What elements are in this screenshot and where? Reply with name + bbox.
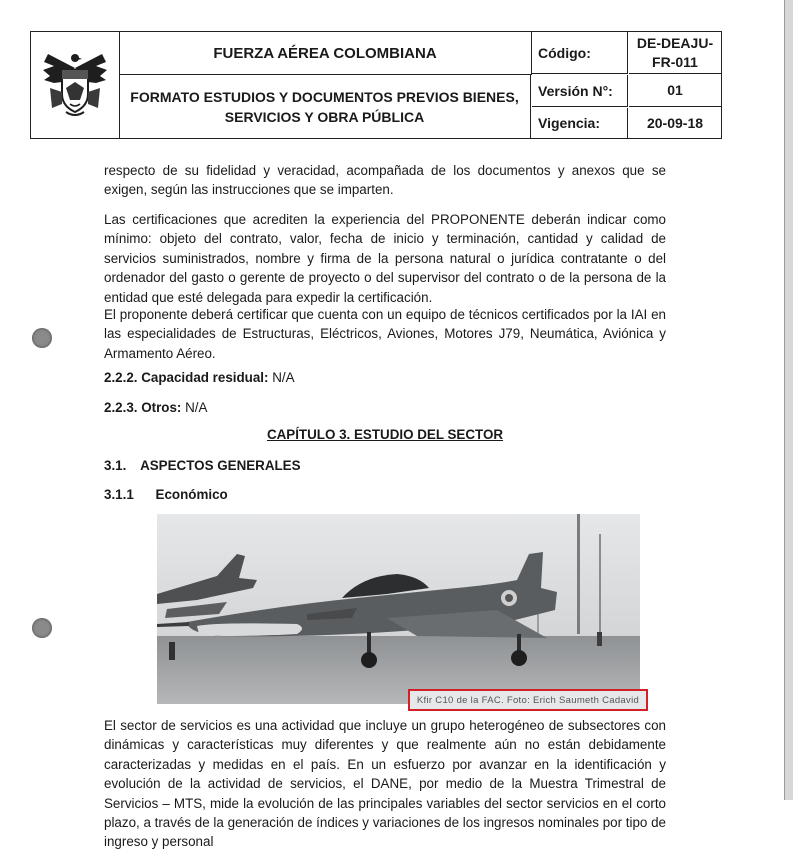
section-3-1-1-number: 3.1.1 [104,487,134,502]
version-value: 01 [629,75,721,107]
section-3-1-number: 3.1. [104,458,127,473]
page-edge [785,0,793,800]
form-title: FORMATO ESTUDIOS Y DOCUMENTOS PREVIOS BIENES, SERVICIOS Y OBRA PÚBLICA [119,75,531,138]
section-2-2-2-value: N/A [272,370,295,385]
photo-caption-box [408,689,648,711]
validity-value: 20-09-18 [646,114,704,131]
punch-hole-bottom [32,618,52,638]
version-label: Versión N°: [532,75,628,107]
photo-caption: Kfir C10 de la FAC. Foto: Erich Saumeth Cadavid [416,694,640,706]
section-2-2-3 [104,400,207,415]
section-2-2-3-value: N/A [185,400,208,415]
paragraph-technicians [104,305,666,363]
section-3-1 [104,458,301,473]
paragraph-services-sector [104,716,666,852]
section-2-2-2-label: 2.2.2. Capacidad residual: [104,370,269,385]
paragraph-text: El proponente deberá certificar que cuenta con un equipo de técnicos certificados por la IAI en las especialidades de Estructuras, Eléctricos, Aviones, Motores J79, Neumática, Aviónica y Armamento Aéreo. [104,307,666,361]
page-edge-line [784,0,785,800]
paragraph-text: Las certificaciones que acrediten la experiencia del PROPONENTE deberán indicar como mínimo: objeto del contrato, valor, fecha de inicio y terminación, cantidad y calidad de servicios suministrados, nombre y firma de la persona natural o jurídica contratante o del ordenador del gasto o gerente de proyecto o del supervisor del contrato o de la persona de la entidad que esté delegada para expedir la certificación. [104,212,666,305]
section-2-2-2 [104,370,295,385]
validity-label: Vigencia: [532,108,628,138]
document-header-table [30,31,722,139]
coat-of-arms-logo [31,32,120,138]
institution-name: FUERZA AÉREA COLOMBIANA [119,32,532,75]
section-2-2-3-label: 2.2.3. Otros: [104,400,182,415]
section-3-1-1-title: Económico [155,487,228,502]
section-3-1-1 [104,487,228,502]
paragraph-certification-fidelity [104,161,666,200]
chapter-heading: CAPÍTULO 3. ESTUDIO DEL SECTOR [266,427,504,442]
punch-hole-top [32,328,52,348]
section-3-1-title: ASPECTOS GENERALES [140,458,301,473]
paragraph-text: respecto de su fidelidad y veracidad, acompañada de los documentos y anexos que se exigen, según las instrucciones que se imparten. [104,163,666,198]
paragraph-text: El sector de servicios es una actividad que incluye un grupo heterogéneo de subsectores con dinámicas y características muy diferentes y que realmente aún no están debidamente caracterizadas y medidas en el país. En un esfuerzo por avanzar en la identificación y evolución de la actividad de servicios, el DANE, por medio de la Muestra Trimestral de Servicios – MTS, mide la evolución de las principales variables del sector servicios en el corto plazo, a través de la generación de índices y variaciones de los ingresos nominales por tipo de ingreso y personal [104,718,666,850]
kfir-jet-photo [157,514,640,704]
code-value: DE-DEAJU-FR-011 [629,32,721,74]
code-label: Código: [532,32,628,74]
paragraph-certification-requirements [104,210,666,307]
